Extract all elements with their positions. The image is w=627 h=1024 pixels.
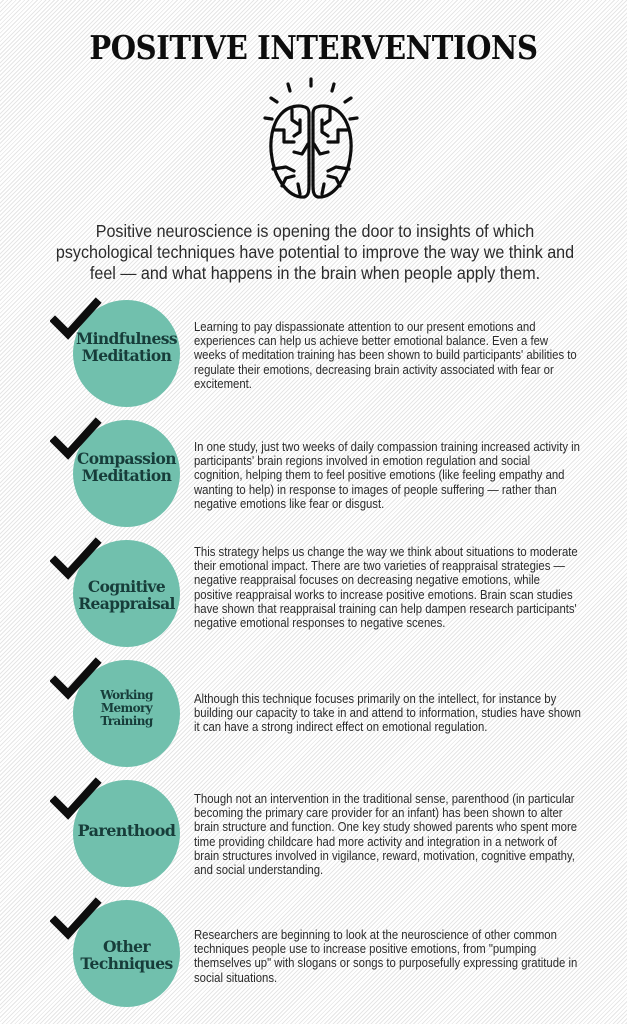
checkmark-icon bbox=[50, 897, 102, 941]
page-title: POSITIVE INTERVENTIONS bbox=[89, 28, 538, 67]
brain-icon bbox=[248, 74, 378, 204]
intervention-description: Although this technique focuses primarily on the intellect, for instance by building our capacity to take in and attend to information, studies have shown it can have a strong indirect effect on emotional regulation. bbox=[194, 692, 581, 735]
intervention-label: Parenthood bbox=[77, 821, 176, 840]
checkmark-icon bbox=[50, 417, 102, 461]
intervention-label: Working Memory Training bbox=[100, 688, 153, 728]
intervention-description: Researchers are beginning to look at the neuroscience of other common techniques people use to increase positive emotions, from "pumping themselves up" with slogans or songs to purposefully expressing gratitude in social situations. bbox=[194, 928, 578, 985]
intervention-label: Mindfulness Meditation bbox=[76, 328, 177, 365]
checkmark-icon bbox=[50, 297, 102, 341]
checkmark-icon bbox=[50, 777, 102, 821]
intervention-label: Compassion Meditation bbox=[77, 448, 176, 485]
intervention-label: Cognitive Reappraisal bbox=[78, 576, 175, 613]
intervention-description: In one study, just two weeks of daily compassion training increased activity in participants' brain regions involved in emotion regulation and social cognition, helping them to feel positive emotions (like feeling empathy and wanting to help) in response to images of people suffering — rather than negative emotions like fear or disgust. bbox=[194, 440, 580, 511]
intro-text: Positive neuroscience is opening the door to insights of which psychological techniques have potential to improve the way we think and feel — and what happens in the brain when people apply them. bbox=[55, 221, 575, 283]
checkmark-icon bbox=[50, 657, 102, 701]
intervention-label: Other Techniques bbox=[80, 936, 173, 973]
checkmark-icon bbox=[50, 537, 102, 581]
intervention-description: Though not an intervention in the traditional sense, parenthood (in particular becoming the primary care provider for an infant) has been shown to alter brain structure and function. One key study showed parents who spent more time providing childcare had more activity and integration in a network of brain structures involved in vigilance, reward, motivation, cognitive empathy, and social understanding. bbox=[194, 792, 578, 878]
intervention-description: This strategy helps us change the way we think about situations to moderate their emotional impact. There are two varieties of reappraisal strategies — negative reappraisal focuses on decreasing negative emotions, while positive reappraisal works to increase positive emotions. Brain scan studies have shown that reappraisal training can help dampen research participants' negative emotional responses to negative scenes. bbox=[194, 545, 578, 631]
intervention-description: Learning to pay dispassionate attention to our present emotions and experiences can help us achieve better emotional balance. Even a few weeks of meditation training has been shown to build participants' abilities to regulate their emotions, decreasing brain activity associated with fear or excitement. bbox=[194, 320, 577, 391]
